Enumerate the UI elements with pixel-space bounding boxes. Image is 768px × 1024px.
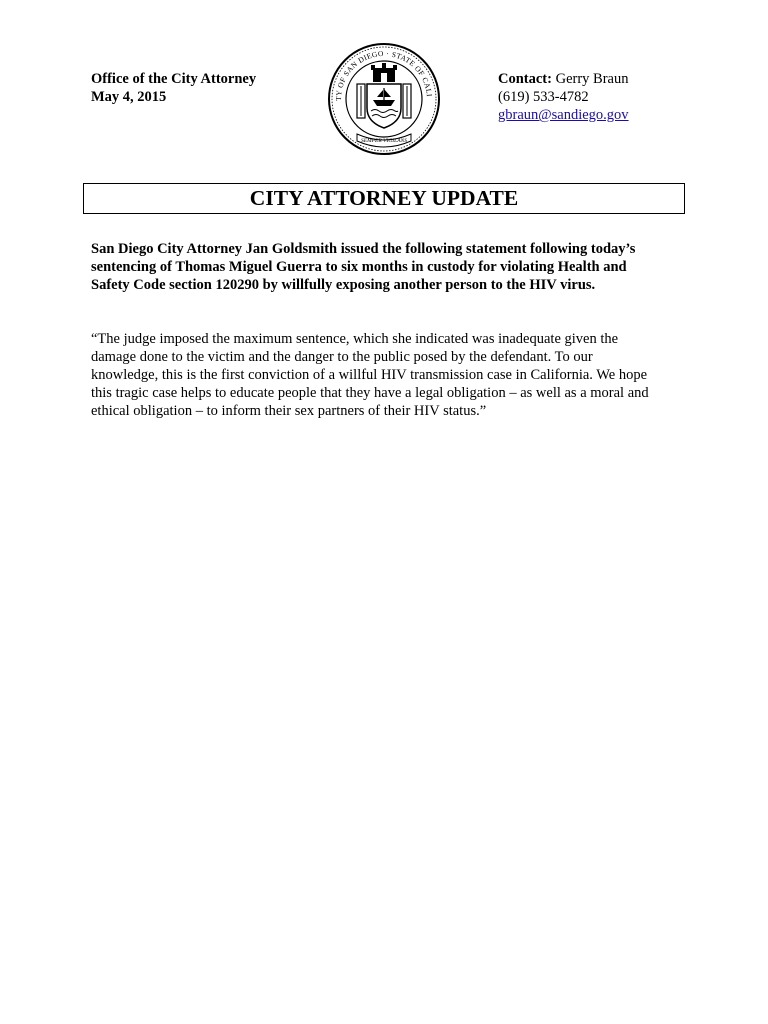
contact-line (498, 70, 629, 88)
seal-ring-text: TY OF SAN DIEGO · STATE OF CALI (333, 48, 434, 102)
quote-line: knowledge, this is the first conviction of a willful HIV transmission case in California. We hope (91, 367, 648, 383)
page-title: CITY ATTORNEY UPDATE (83, 183, 685, 214)
seal-motto: SEMPER VIGILANS (361, 138, 407, 144)
quote-line: ethical obligation – to inform their sex partners of their HIV status.” (91, 403, 487, 419)
city-seal-icon (327, 42, 441, 156)
contact-phone: (619) 533-4782 (498, 89, 589, 105)
lead-line: Safety Code section 120290 by willfully exposing another person to the HIV virus. (91, 277, 596, 293)
quote-line: this tragic case helps to educate people that they have a legal obligation – as well as a moral and (91, 385, 649, 401)
quote-paragraph (91, 330, 691, 420)
office-header (91, 70, 256, 106)
contact-block (498, 70, 629, 124)
lead-line: San Diego City Attorney Jan Goldsmith issued the following statement following today’s (91, 241, 636, 257)
release-date: May 4, 2015 (91, 89, 167, 105)
contact-label: Contact: (498, 71, 552, 87)
lead-line: sentencing of Thomas Miguel Guerra to six months in custody for violating Health and (91, 259, 627, 275)
quote-line: “The judge imposed the maximum sentence, which she indicated was inadequate given the (91, 331, 619, 347)
contact-name: Gerry Braun (555, 71, 629, 87)
quote-line: damage done to the victim and the danger to the public posed by the defendant. To our (91, 349, 593, 365)
office-name: Office of the City Attorney (91, 71, 257, 87)
lead-paragraph (91, 240, 681, 294)
contact-email-link[interactable]: gbraun@sandiego.gov (498, 107, 629, 123)
